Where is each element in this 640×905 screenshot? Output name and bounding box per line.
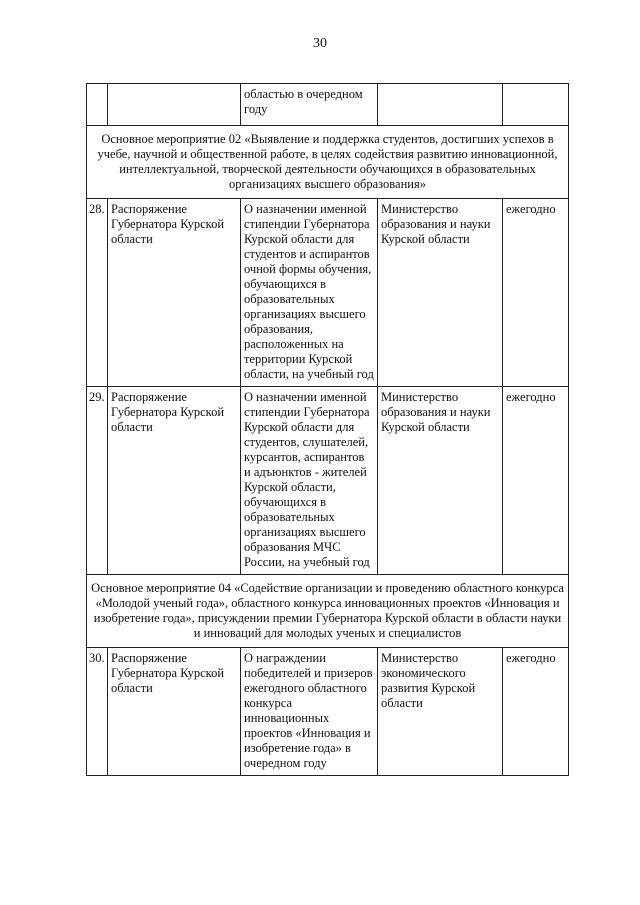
row-number-cell: 30. [87, 648, 108, 776]
table-row [87, 199, 569, 387]
section-row [87, 575, 569, 648]
row-number-cell [87, 84, 108, 126]
table-row [87, 648, 569, 776]
subject-cell: О награждении победителей и призеров ежегодного областного конкурса инновационных проектов «Инновация и изобретение года» в очередном году [241, 648, 378, 776]
section-row [87, 126, 569, 199]
period-cell: ежегодно [503, 199, 569, 387]
document-type-cell: Распоряжение Губернатора Курской области [108, 199, 241, 387]
executor-cell: Министерство образования и науки Курской области [378, 387, 503, 575]
row-number-cell: 28. [87, 199, 108, 387]
period-cell [503, 84, 569, 126]
table-row [87, 84, 569, 126]
section-heading-04: Основное мероприятие 04 «Содействие организации и проведению областного конкурса «Молодой ученый года», областного конкурса инновационных проектов «Инновация и изобретение года», присуждении премии Губернатора Курской области в области науки и инноваций для молодых ученых и специалистов [87, 575, 569, 648]
subject-cell: областью в очередном году [241, 84, 378, 126]
document-type-cell: Распоряжение Губернатора Курской области [108, 387, 241, 575]
table-row [87, 387, 569, 575]
activity-table [86, 83, 569, 776]
subject-cell: О назначении именной стипендии Губернатора Курской области для студентов, слушателей, курсантов, аспирантов и адъюнктов - жителей Курской области, обучающихся в образовательных организациях высшего образования МЧС России, на учебный год [241, 387, 378, 575]
section-heading-02: Основное мероприятие 02 «Выявление и поддержка студентов, достигших успехов в учебе, научной и общественной работе, в целях содействия развитию инновационной, интеллектуальной, творческой деятельности обучающихся в образовательных организациях высшего образования» [87, 126, 569, 199]
executor-cell: Министерство образования и науки Курской области [378, 199, 503, 387]
period-cell: ежегодно [503, 648, 569, 776]
executor-cell: Министерство экономического развития Курской области [378, 648, 503, 776]
row-number-cell: 29. [87, 387, 108, 575]
page-number: 30 [313, 36, 327, 51]
document-type-cell [108, 84, 241, 126]
document-type-cell: Распоряжение Губернатора Курской области [108, 648, 241, 776]
subject-cell: О назначении именной стипендии Губернатора Курской области для студентов и аспирантов очной формы обучения, обучающихся в образовательных организациях высшего образования, расположенных на территории Курской области, на учебный год [241, 199, 378, 387]
period-cell: ежегодно [503, 387, 569, 575]
executor-cell [378, 84, 503, 126]
